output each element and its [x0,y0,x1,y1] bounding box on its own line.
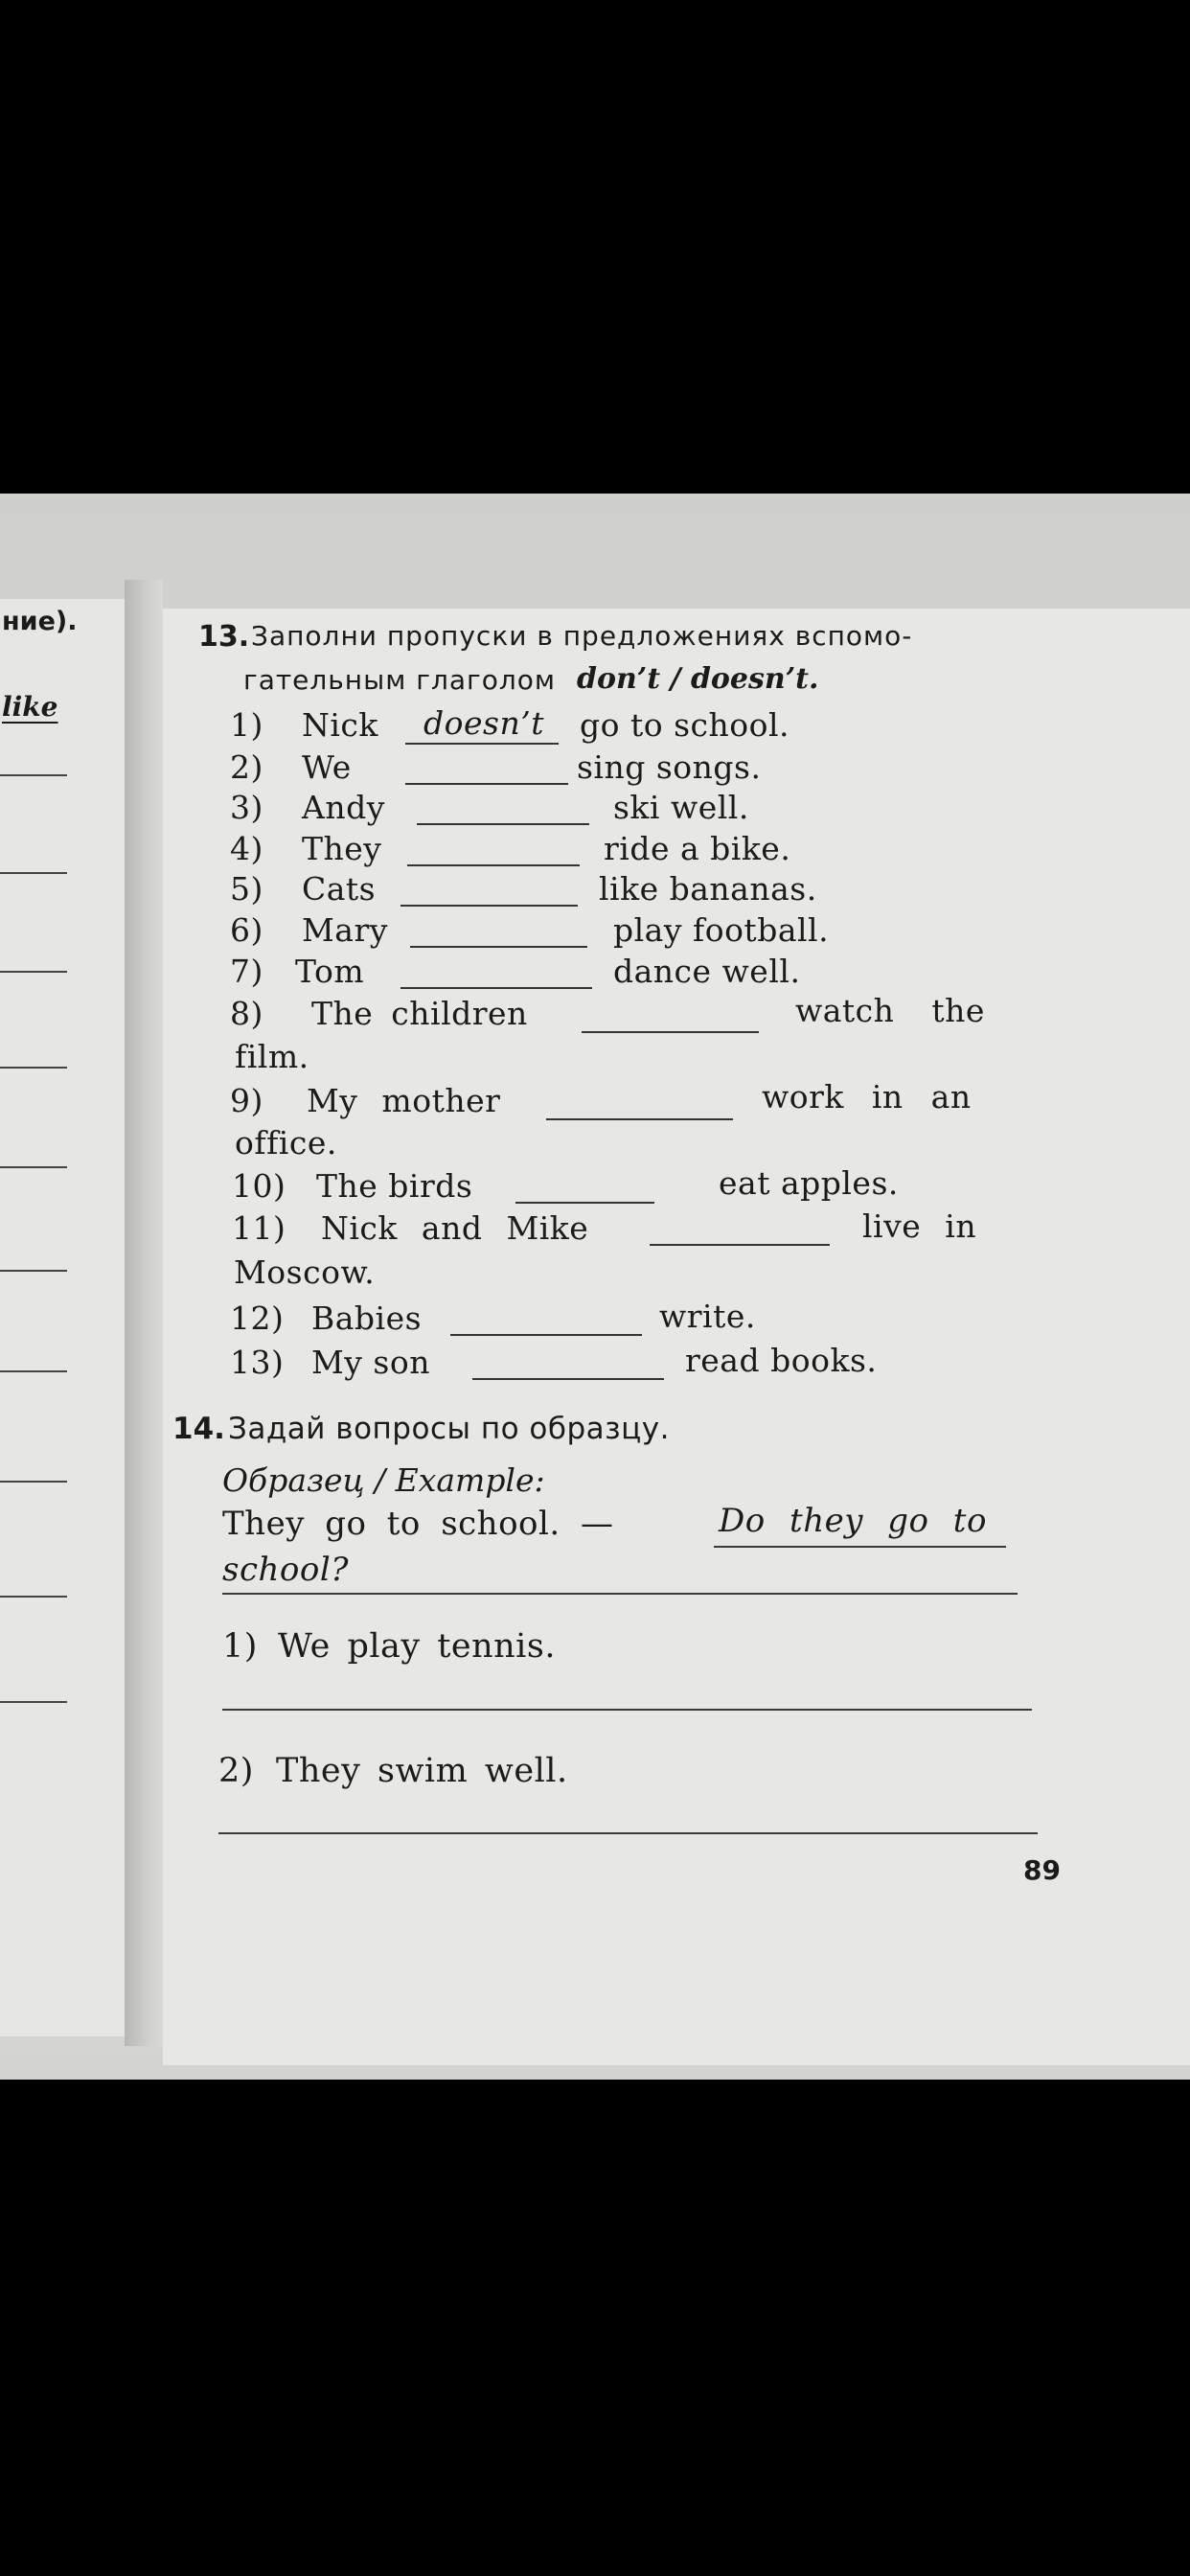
predicate: play football. [613,911,830,949]
example-label: Образец / Example: [222,1461,545,1499]
subject: Tom [295,953,365,990]
left-page [0,599,125,2036]
item-number: 7) [230,953,263,990]
subject: We [302,748,352,786]
subject: Nick and Mike [321,1209,589,1247]
left-answer-line [0,1166,67,1168]
predicate: read books. [685,1342,878,1379]
example-answer: Do they go to [719,1502,987,1540]
predicate: eat apples. [719,1164,899,1202]
left-answer-line [0,1481,67,1483]
page-number: 89 [1023,1854,1061,1886]
predicate: live in [862,1208,977,1245]
item-number: 1) [230,706,263,744]
predicate: ski well. [613,789,749,826]
exercise-13-instruction: Заполни пропуски в предложениях вспомо- [251,620,913,652]
answer-blank[interactable] [410,946,587,948]
textbook-photo [0,494,1190,2080]
item-number: 5) [230,870,263,908]
subject: They [302,830,382,867]
predicate-continued: office. [235,1124,337,1162]
question-1-text: We play tennis. [278,1627,556,1666]
answer-blank[interactable] [400,905,578,907]
left-answer-line [0,1270,67,1272]
subject: Andy [302,789,385,826]
example-answer-underline [714,1546,1006,1548]
subject: My son [311,1344,430,1381]
predicate: watch the [795,992,985,1029]
exercise-14-instruction: Задай вопросы по образцу. [228,1412,670,1446]
predicate: dance well. [613,953,801,990]
example-answer-continued: school? [222,1551,349,1589]
filled-answer: doesn’t [423,704,544,742]
example-sentence: They go to school. — [222,1505,614,1543]
exercise-13-number: 13. [198,620,250,654]
item-number: 6) [230,911,263,949]
question-1-number: 1) [222,1627,258,1666]
question-2-answer-line[interactable] [218,1832,1038,1834]
subject: The children [311,995,528,1032]
left-page-fragment: ние). [2,607,78,636]
item-number: 4) [230,830,263,867]
left-answer-line [0,1596,67,1598]
left-page-word-like: like [2,691,58,723]
predicate: work in an [762,1078,972,1116]
answer-blank[interactable] [417,823,589,825]
exercise-14-number: 14. [172,1412,225,1446]
predicate: ride a bike. [604,830,791,867]
predicate: like bananas. [599,870,817,908]
item-number: 11) [232,1209,286,1247]
answer-blank[interactable] [400,987,592,989]
subject: Cats [302,870,377,908]
subject: Mary [302,911,388,949]
question-1-answer-line[interactable] [222,1709,1032,1711]
answer-blank[interactable] [546,1118,733,1120]
question-2-text: They swim well. [276,1752,568,1790]
book-gutter [125,580,163,2046]
predicate: write. [659,1298,756,1335]
left-answer-line [0,872,67,874]
exercise-13-instruction-2: гательным глаголом [243,664,556,696]
left-answer-line [0,1701,67,1703]
item-number: 8) [230,995,263,1032]
predicate: sing songs. [577,748,762,786]
predicate: go to school. [580,706,790,744]
exercise-13-verbs: don’t / doesn’t. [577,662,819,696]
subject: My mother [307,1082,501,1119]
left-answer-line [0,1067,67,1069]
predicate-continued: film. [235,1038,309,1075]
item-number: 12) [230,1300,285,1337]
answer-blank[interactable] [450,1334,642,1336]
left-answer-line [0,774,67,776]
answer-blank[interactable] [472,1378,664,1380]
subject: The birds [316,1167,473,1205]
answer-blank[interactable] [407,864,580,866]
item-number: 2) [230,748,263,786]
item-number: 9) [230,1082,263,1119]
answer-blank[interactable] [650,1244,830,1246]
item-number: 3) [230,789,263,826]
left-answer-line [0,1370,67,1372]
item-number: 13) [230,1344,285,1381]
left-answer-line [0,971,67,973]
answer-blank[interactable] [405,743,559,745]
right-page [163,609,1190,2065]
question-2-number: 2) [218,1752,254,1790]
item-number: 10) [232,1167,286,1205]
subject: Babies [311,1300,423,1337]
answer-blank[interactable] [582,1031,759,1033]
answer-blank[interactable] [515,1202,654,1204]
predicate-continued: Moscow. [234,1254,376,1291]
answer-blank[interactable] [405,783,568,785]
subject: Nick [302,706,378,744]
example-answer-line [222,1593,1018,1595]
